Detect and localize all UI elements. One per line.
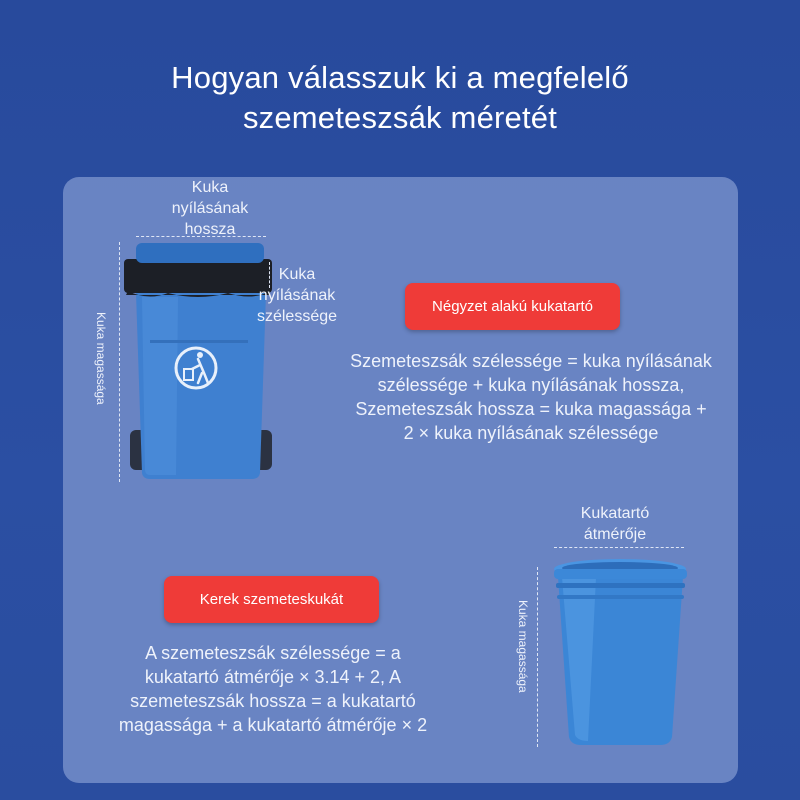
label-bucket-diameter: Kukatartó átmérője	[580, 505, 650, 543]
bucket-diameter-line	[554, 547, 684, 548]
badge-round-bin: Kerek szemeteskukát	[164, 576, 379, 623]
bin-height-line	[119, 242, 120, 482]
formula-square-bin: Szemeteszsák szélessége = kuka nyílásának szélessége + kuka nyílásának hossza, Szemeteszsák hossza = kuka magassága + 2 × kuka nyílásának szélessége	[350, 351, 712, 443]
bucket-height-line	[537, 567, 538, 747]
page-title-line-2: szemeteszsák méretét	[242, 100, 558, 135]
label-bin-height: Kuka magassága	[94, 312, 108, 405]
label-opening-width: Kuka nyílásának szélessége	[256, 266, 338, 325]
label-opening-length: Kuka nyílásának hossza	[171, 179, 249, 238]
badge-square-bin: Négyzet alakú kukatartó	[405, 283, 620, 330]
round-bucket-illustration	[548, 555, 693, 750]
page-title-line-1: Hogyan válasszuk ki a megfelelő	[171, 60, 629, 95]
label-bucket-height: Kuka magassága	[516, 600, 530, 693]
formula-round-bin: A szemeteszsák szélessége = a kukatartó átmérője × 3.14 + 2, A szemeteszsák hossza = a kukatartó magassága + a kukatartó átmérője × 2	[118, 643, 428, 735]
